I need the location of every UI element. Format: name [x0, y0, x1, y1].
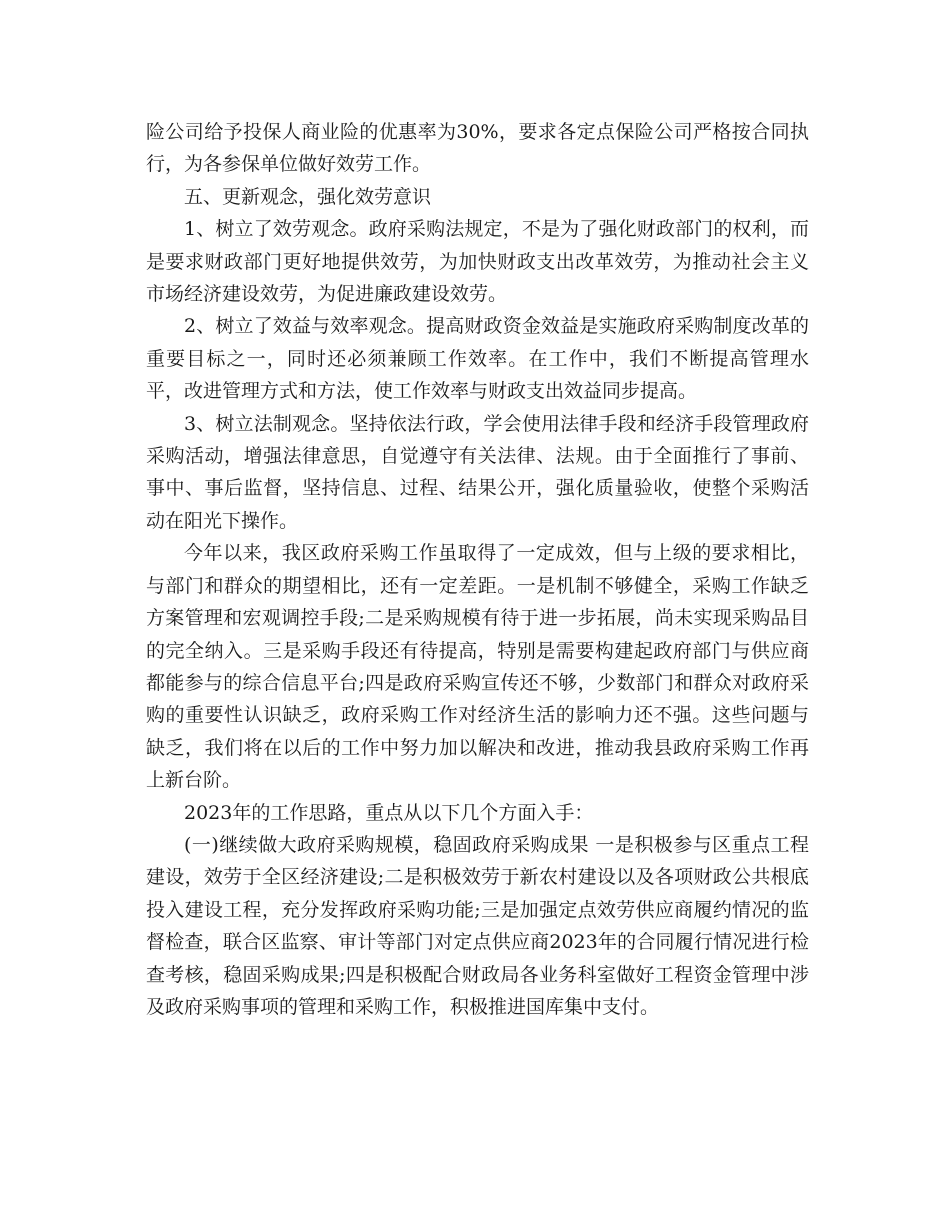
paragraph-legal-concept: 3、树立法制观念。坚持依法行政，学会使用法律手段和经济手段管理政府采购活动，增强法律意思，自觉遵守有关法律、法规。由于全面推行了事前、事中、事后监督，坚持信息、过程、结果公开，强化质量验收，使整个采购活动在阳光下操作。: [146, 412, 809, 532]
paragraph-shortcomings: 今年以来，我区政府采购工作虽取得了一定成效，但与上级的要求相比，与部门和群众的期望相比，还有一定差距。一是机制不够健全，采购工作缺乏方案管理和宏观调控手段;二是采购规模有待于进一步拓展，尚未实现采购品目的完全纳入。三是采购手段还有待提高，特别是需要构建起政府部门与供应商都能参与的综合信息平台;四是政府采购宣传还不够，少数部门和群众对政府采购的重要性认识缺乏，政府采购工作对经济生活的影响力还不强。这些问题与缺乏，我们将在以后的工作中努力加以解决和改进，推动我县政府采购工作再上新台阶。: [146, 542, 809, 792]
paragraph-continuation: 险公司给予投保人商业险的优惠率为30%，要求各定点保险公司严格按合同执行，为各参保单位做好效劳工作。: [146, 121, 809, 176]
paragraph-work-plan-item-1: (一)继续做大政府采购规模，稳固政府采购成果 一是积极参与区重点工程建设，效劳于全区经济建设;二是积极效劳于新农村建设以及各项财政公共根底投入建设工程，充分发挥政府采购功能;三是加强定点效劳供应商履约情况的监督检查，联合区监察、审计等部门对定点供应商2023年的合同履行情况进行检查考核，稳固采购成果;四是积极配合财政局各业务科室做好工程资金管理中涉及政府采购事项的管理和采购工作，积极推进国库集中支付。: [146, 833, 809, 1018]
section-heading: 五、更新观念，强化效劳意识: [184, 185, 432, 208]
paragraph-service-concept: 1、树立了效劳观念。政府采购法规定，不是为了强化财政部门的权利，而是要求财政部门更好地提供效劳，为加快财政支出改革效劳，为推动社会主义市场经济建设效劳，为促进廉政建设效劳。: [146, 218, 809, 306]
document-body: [146, 116, 809, 1023]
paragraph-efficiency-concept: 2、树立了效益与效率观念。提高财政资金效益是实施政府采购制度改革的重要目标之一，同时还必须兼顾工作效率。在工作中，我们不断提高管理水平，改进管理方式和方法，使工作效率与财政支出效益同步提高。: [146, 315, 809, 403]
paragraph-work-plan-intro: 2023年的工作思路，重点从以下几个方面入手：: [184, 801, 594, 824]
